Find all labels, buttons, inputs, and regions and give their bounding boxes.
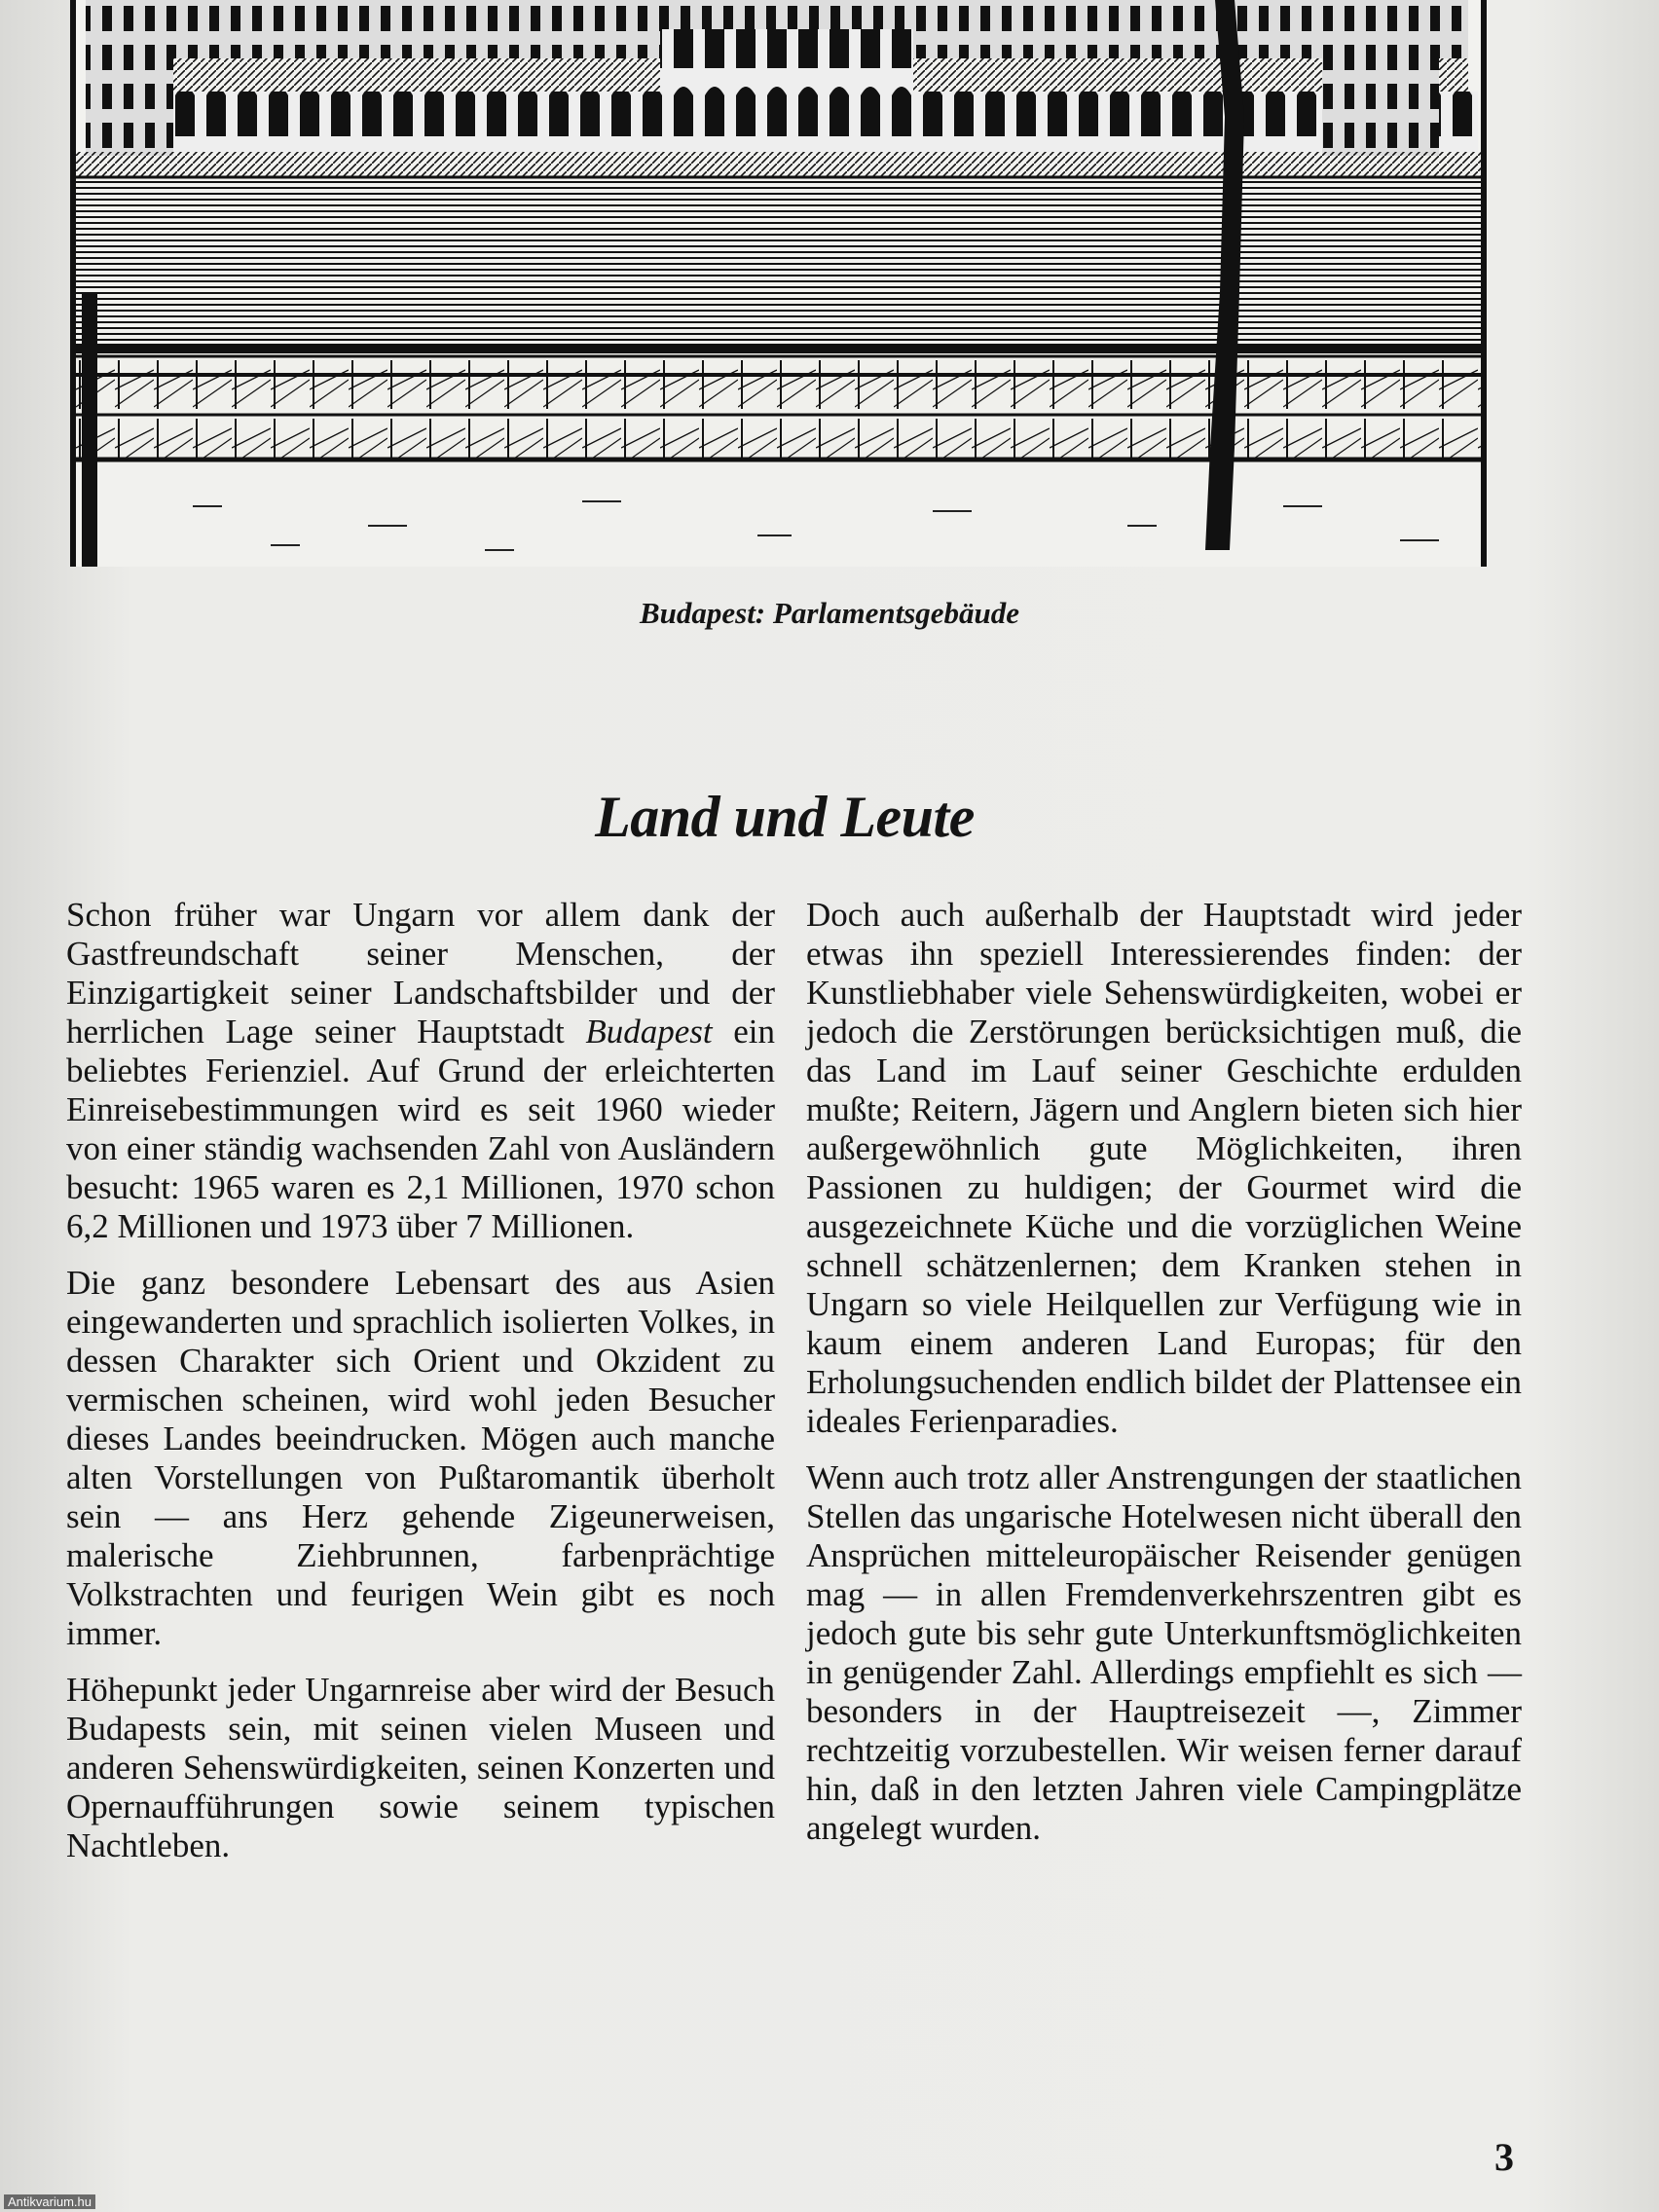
right-column	[806, 896, 1522, 1865]
paragraph-3: Höhepunkt jeder Ungarnreise aber wird der Besuch Budapests sein, mit seinen vielen Museen und anderen Sehenswürdigkeiten, seinen Konzerten und Opernaufführungen sowie seinem typischen Nachtleben.	[66, 1671, 775, 1864]
paragraph-1-text-b: ein beliebtes Ferienziel. Auf Grund der erleichterten Einreisebestimmungen wird es seit 1960 wieder von einer ständig wachsenden Zahl von Ausländern besucht: 1965 waren es 2,1 Millionen, 1970 schon 6,2 Millionen und 1973 über 7 Millionen.	[66, 1013, 775, 1245]
parliament-illustration	[70, 0, 1487, 567]
paragraph-1	[66, 896, 775, 1246]
section-title: Land und Leute	[595, 785, 975, 849]
page-number: 3	[1494, 2135, 1514, 2179]
paragraph-4: Doch auch außerhalb der Hauptstadt wird jeder etwas ihn speziell Interessierendes finden: der Kunstliebhaber viele Sehenswürdigkeiten, wobei er jedoch die Zerstörungen berücksichtigen muß, die das Land im Lauf seiner Geschichte erdulden mußte; Reitern, Jägern und Anglern bieten sich hier außergewöhnlich gute Möglichkeiten, ihren Passionen zu huldigen; der Gourmet wird die ausgezeichnete Küche und die vorzüglichen Weine schnell schätzenlernen; dem Kranken stehen in Ungarn so viele Heilquellen zur Verfügung wie in kaum einem anderen Land Europas; für den Erholungsuchenden endlich bildet der Plattensee ein ideales Ferienparadies.	[806, 896, 1522, 1440]
budapest-emphasis: Budapest	[585, 1013, 713, 1051]
illustration-caption: Budapest: Parlamentsgebäude	[639, 596, 1020, 630]
watermark: Antikvarium.hu	[4, 2194, 95, 2209]
paragraph-1-text-a: Schon früher war Ungarn vor allem dank der Gastfreundschaft seiner Menschen, der Einzigartigkeit seiner Landschaftsbilder und der herrlichen Lage seiner Hauptstadt	[66, 896, 775, 1051]
paragraph-2: Die ganz besondere Lebensart des aus Asien eingewanderten und sprachlich isolierten Volkes, in dessen Charakter sich Orient und Okzident zu vermischen scheinen, wird wohl jeden Besucher dieses Landes beeindrucken. Mögen auch manche alten Vorstellungen von Pußtaromantik überholt sein — ans Herz gehende Zigeunerweisen, malerische Ziehbrunnen, farbenprächtige Volkstrachten und feurigen Wein gibt es noch immer.	[66, 1264, 775, 1652]
paragraph-5: Wenn auch trotz aller Anstrengungen der staatlichen Stellen das ungarische Hotelwesen nicht überall den Ansprüchen mitteleuropäischer Reisender genügen mag — in allen Fremdenverkehrszentren gibt es jedoch gute bis sehr gute Unterkunftsmöglichkeiten in genügender Zahl. Allerdings empfiehlt es sich — besonders in der Hauptreisezeit —, Zimmer rechtzeitig vorzubestellen. Wir weisen ferner darauf hin, daß in den letzten Jahren viele Campingplätze angelegt wurden.	[806, 1458, 1522, 1847]
left-column	[66, 896, 775, 1883]
parliament-drawing	[76, 0, 1481, 567]
